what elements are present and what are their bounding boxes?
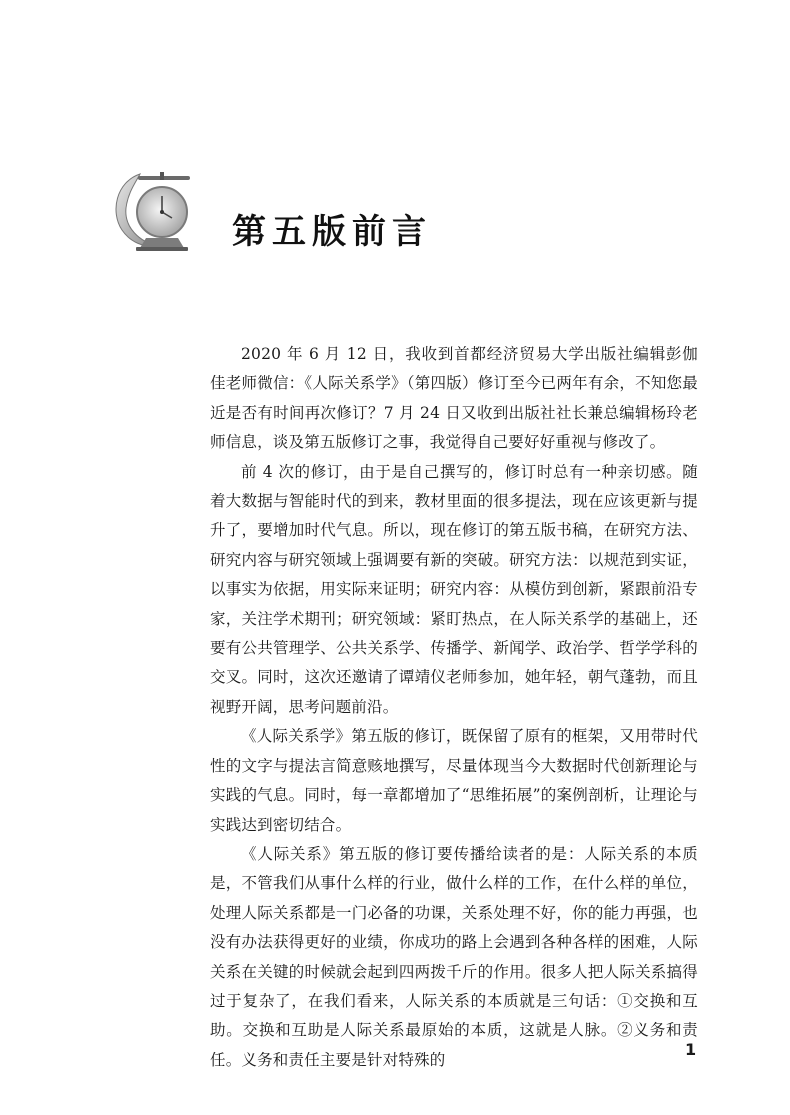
paragraph: 《人际关系》第五版的修订要传播给读者的是：人际关系的本质是，不管我们从事什么样的行业，做什么样的工作，在什么样的单位，处理人际关系都是一门必备的功课，关系处理不好，你的能力再强，也没有办法获得更好的业绩，你成功的路上会遇到各种各样的困难，人际关系在关键的时候就会起到四两拨千斤的作用。很多人把人际关系搞得过于复杂了，在我们看来，人际关系的本质就是三句话：①交换和互助。交换和互助是人际关系最原始的本质，这就是人脉。②义务和责任。义务和责任主要是针对特殊的 <box>210 844 698 1069</box>
paragraph: 前 4 次的修订，由于是自己撰写的，修订时总有一种亲切感。随着大数据与智能时代的到来，教材里面的很多提法，现在应该更新与提升了，要增加时代气息。所以，现在修订的第五版书稿，在研究方法、研究内容与研究领域上强调要有新的突破。研究方法：以规范到实证，以事实为依据，用实际来证明；研究内容：从模仿到创新，紧跟前沿专家，关注学术期刊；研究领域：紧盯热点，在人际关系学的基础上，还要有公共管理学、公共关系学、传播学、新闻学、政治学、哲学学科的交叉。同时，这次还邀请了谭靖仪老师参加，她年轻，朝气蓬勃，而且视野开阔，思考问题前沿。 <box>210 462 698 716</box>
page-title: 第五版前言 <box>232 212 432 252</box>
page-number: 1 <box>685 1040 697 1059</box>
preface-body <box>210 340 698 1075</box>
paragraph: 2020 年 6 月 12 日，我收到首都经济贸易大学出版社编辑彭伽佳老师微信：《人际关系学》（第四版）修订至今已两年有余，不知您最近是否有时间再次修订？7 月 24 日又收到出版社社长兼总编辑杨玲老师信息，谈及第五版修订之事，我觉得自己要好好重视与修改了。 <box>210 345 698 452</box>
paragraph: 《人际关系学》第五版的修订，既保留了原有的框架，又用带时代性的文字与提法言简意赅地撰写，尽量体现当今大数据时代创新理论与实践的气息。同时，每一章都增加了“思维拓展”的案例剖析，让理论与实践达到密切结合。 <box>210 727 698 834</box>
clock-emblem-icon <box>110 168 196 252</box>
